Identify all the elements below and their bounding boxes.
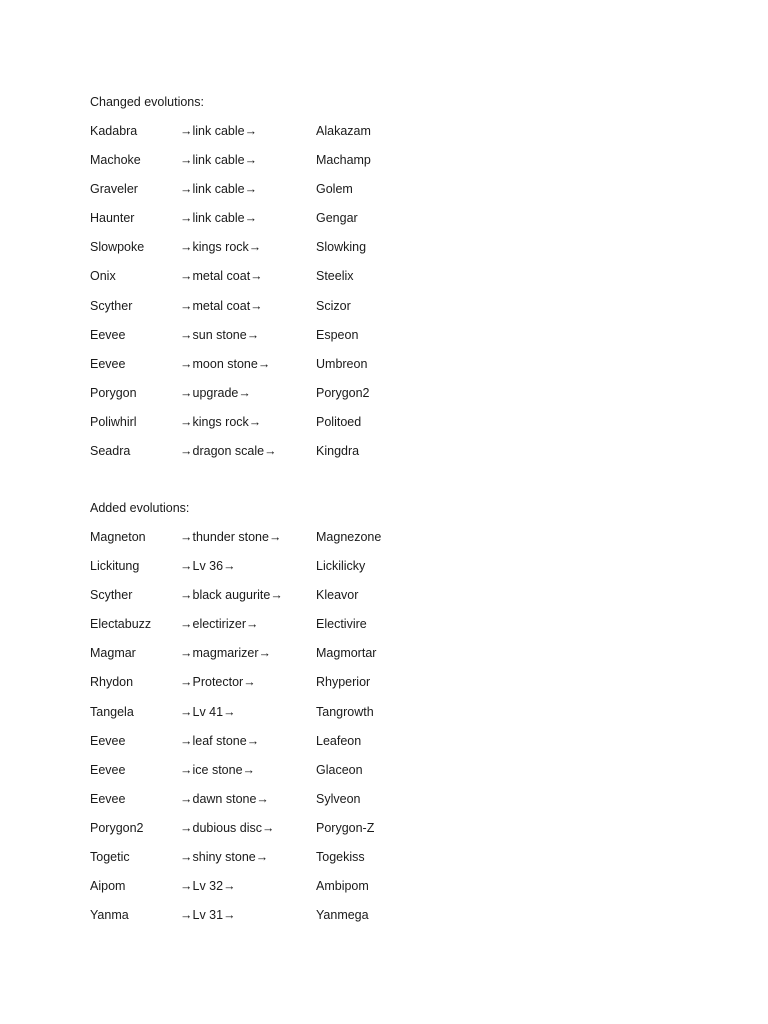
evolution-row xyxy=(90,122,490,151)
evolution-to: Glaceon xyxy=(316,762,363,777)
evolution-method: →Lv 41→ xyxy=(180,704,236,719)
evolution-row xyxy=(90,238,490,267)
evolution-method: →black augurite→ xyxy=(180,588,283,603)
evolution-method: →upgrade→ xyxy=(180,385,251,400)
evolution-row xyxy=(90,151,490,180)
evolution-from: Eevee xyxy=(90,356,126,371)
evolution-from: Porygon xyxy=(90,385,137,400)
evolution-to: Tangrowth xyxy=(316,704,374,719)
evolution-to: Machamp xyxy=(316,153,371,168)
evolution-method: →link cable→ xyxy=(180,182,258,197)
evolution-row xyxy=(90,442,490,471)
evolution-row xyxy=(90,355,490,384)
evolution-from: Aipom xyxy=(90,879,126,894)
evolution-row xyxy=(90,413,490,442)
evolution-from: Electabuzz xyxy=(90,617,152,632)
evolution-method: →Lv 31→ xyxy=(180,908,236,923)
evolution-to: Espeon xyxy=(316,327,359,342)
evolution-row xyxy=(90,703,490,732)
evolution-from: Poliwhirl xyxy=(90,414,137,429)
evolution-row xyxy=(90,297,490,326)
evolution-from: Kadabra xyxy=(90,124,138,138)
evolution-to: Magnezone xyxy=(316,530,382,544)
evolution-row xyxy=(90,326,490,355)
evolution-method: →shiny stone→ xyxy=(180,850,269,865)
evolution-method: →magmarizer→ xyxy=(180,646,271,661)
evolution-method: →Protector→ xyxy=(180,675,256,690)
evolution-row xyxy=(90,732,490,761)
evolution-from: Lickitung xyxy=(90,559,140,574)
evolution-to: Gengar xyxy=(316,211,358,226)
changed-evolutions-list xyxy=(90,122,490,471)
evolution-to: Politoed xyxy=(316,414,362,429)
evolution-to: Slowking xyxy=(316,240,367,255)
evolution-from: Porygon2 xyxy=(90,820,144,835)
evolution-to: Umbreon xyxy=(316,356,368,371)
evolution-method: →link cable→ xyxy=(180,153,258,168)
evolution-row xyxy=(90,209,490,238)
evolution-from: Eevee xyxy=(90,327,126,342)
evolution-from: Eevee xyxy=(90,791,126,806)
evolution-to: Alakazam xyxy=(316,124,371,138)
evolution-row xyxy=(90,848,490,877)
evolution-row xyxy=(90,528,490,557)
evolution-to: Leafeon xyxy=(316,733,362,748)
evolution-method: →kings rock→ xyxy=(180,414,262,429)
evolution-method: →moon stone→ xyxy=(180,356,271,371)
evolution-row xyxy=(90,384,490,413)
evolution-row xyxy=(90,180,490,209)
evolution-method: →ice stone→ xyxy=(180,762,256,777)
evolution-to: Scizor xyxy=(316,298,351,313)
evolution-from: Onix xyxy=(90,269,116,284)
evolution-from: Machoke xyxy=(90,153,141,168)
evolution-method: →dragon scale→ xyxy=(180,444,277,459)
evolution-from: Haunter xyxy=(90,211,135,226)
evolution-method: →Lv 36→ xyxy=(180,559,236,574)
added-evolutions-section xyxy=(90,499,490,935)
evolution-row xyxy=(90,586,490,615)
evolution-to: Lickilicky xyxy=(316,559,366,574)
evolution-to: Magmortar xyxy=(316,646,377,661)
evolution-from: Eevee xyxy=(90,733,126,748)
evolution-row xyxy=(90,615,490,644)
evolution-row xyxy=(90,790,490,819)
evolution-to: Togekiss xyxy=(316,850,365,865)
evolution-to: Porygon2 xyxy=(316,385,370,400)
evolution-from: Tangela xyxy=(90,704,134,719)
evolution-from: Seadra xyxy=(90,444,131,459)
evolution-method: →leaf stone→ xyxy=(180,733,260,748)
changed-evolutions-heading: Changed evolutions: xyxy=(90,95,204,109)
evolution-to: Ambipom xyxy=(316,879,369,894)
evolution-row xyxy=(90,557,490,586)
evolution-from: Magmar xyxy=(90,646,136,661)
evolution-method: →kings rock→ xyxy=(180,240,262,255)
evolution-method: →link cable→ xyxy=(180,124,258,138)
evolution-to: Electivire xyxy=(316,617,367,632)
evolution-from: Scyther xyxy=(90,298,133,313)
evolution-to: Kleavor xyxy=(316,588,359,603)
added-evolutions-list xyxy=(90,528,490,935)
evolution-to: Yanmega xyxy=(316,908,369,923)
evolution-from: Scyther xyxy=(90,588,133,603)
evolution-to: Porygon-Z xyxy=(316,820,375,835)
evolution-row xyxy=(90,644,490,673)
evolution-row xyxy=(90,877,490,906)
evolution-from: Slowpoke xyxy=(90,240,145,255)
evolution-from: Rhydon xyxy=(90,675,134,690)
evolution-method: →sun stone→ xyxy=(180,327,260,342)
evolution-from: Togetic xyxy=(90,850,130,865)
evolution-method: →electirizer→ xyxy=(180,617,259,632)
evolution-method: →dubious disc→ xyxy=(180,820,275,835)
evolution-row xyxy=(90,673,490,702)
evolution-method: →metal coat→ xyxy=(180,298,263,313)
evolution-to: Steelix xyxy=(316,269,354,284)
evolution-row xyxy=(90,906,490,935)
evolution-method: →thunder stone→ xyxy=(180,530,282,544)
evolution-method: →metal coat→ xyxy=(180,269,263,284)
added-evolutions-heading: Added evolutions: xyxy=(90,501,190,515)
evolution-from: Graveler xyxy=(90,182,138,197)
evolution-to: Kingdra xyxy=(316,444,360,459)
evolution-row xyxy=(90,819,490,848)
evolution-row xyxy=(90,267,490,296)
evolution-method: →link cable→ xyxy=(180,211,258,226)
evolution-to: Golem xyxy=(316,182,353,197)
evolution-method: →Lv 32→ xyxy=(180,879,236,894)
evolution-from: Magneton xyxy=(90,530,146,544)
evolution-from: Yanma xyxy=(90,908,129,923)
evolution-to: Rhyperior xyxy=(316,675,371,690)
evolution-to: Sylveon xyxy=(316,791,361,806)
evolution-method: →dawn stone→ xyxy=(180,791,269,806)
evolution-row xyxy=(90,761,490,790)
changed-evolutions-section xyxy=(90,93,490,471)
evolution-from: Eevee xyxy=(90,762,126,777)
